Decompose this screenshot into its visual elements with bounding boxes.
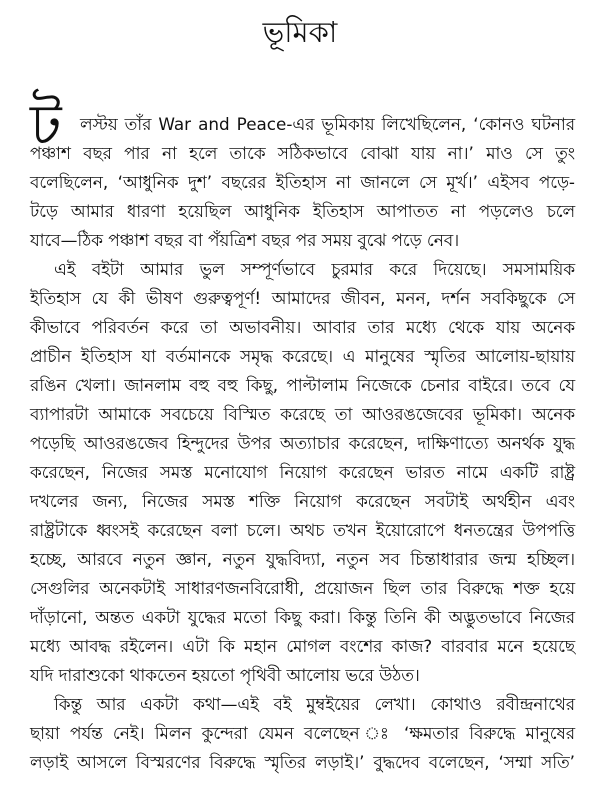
drop-cap: ট: [30, 91, 62, 159]
text-line: রঙিন খেলা। জানলাম বহু বহু কিছু, পাল্টালাম নিজেকে চেনার বাইরে। তবে যে: [30, 375, 575, 395]
paragraph-3: [30, 690, 575, 777]
text-line: সেগুলির অনেকটাই সাধারণজনবিরোধী, প্রয়োজন ছিল তার বিরুদ্ধে শক্ত হয়ে: [30, 578, 575, 598]
text-line: কীভাবে পরিবর্তন করে তা অভাবনীয়। আবার তার মধ্যে থেকে যায় অনেক: [30, 317, 575, 337]
text-line: রাষ্ট্রটাকে ধ্বংসই করেছেন বলা চলে। অথচ তখন ইয়োরোপে ধনতন্ত্রের উপপত্তি: [30, 520, 575, 540]
text-line: কিন্তু আর একটা কথা—এই বই মুম্বইয়ের লেখা। কোথাও রবীন্দ্রনাথের: [54, 694, 575, 714]
text-line: ছায়া পর্যন্ত নেই। মিলন কুন্দেরা যেমন বলেছেন ঃ ‘ক্ষমতার বিরুদ্ধে মানুষের: [30, 723, 575, 743]
body-text: [30, 91, 575, 777]
text-line: পড়েছি আওরঙজেব হিন্দুদের উপর অত্যাচার করেছেন, দাক্ষিণাত্যে অনর্থক যুদ্ধ: [30, 433, 575, 453]
paragraph-1: [30, 91, 575, 255]
text-line: এই বইটা আমার ভুল সম্পূর্ণভাবে চুরমার করে দিয়েছে। সমসাময়িক: [54, 259, 575, 279]
line-text: লস্টয় তাঁর War and Peace-এর ভূমিকায় লিখেছিলেন, ‘কোনও ঘটনার: [80, 114, 575, 134]
text-line: মধ্যে আবদ্ধ রইলেন। এটা কি মহান মোগল বংশের কাজ? বারবার মনে হয়েছে: [30, 636, 575, 656]
text-line: যদি দারাশুকো থাকতেন হয়তো পৃথিবী আলোয় ভরে উঠত।: [30, 665, 420, 685]
page-title: ভূমিকা: [262, 15, 338, 49]
text-line: দখলের জন্য, নিজের সমস্ত শক্তি নিয়োগ করেছেন সবটাই অর্থহীন এবং: [30, 491, 575, 511]
text-line: বলেছিলেন, ‘আধুনিক দুশ’ বছরের ইতিহাস না জানলে সে মূর্খ।’ এইসব পড়ে-: [30, 172, 575, 192]
text-line: দাঁড়ানো, অন্তত একটা যুদ্ধের মতো কিছু করা। কিন্তু তিনি কী অদ্ভুতভাবে নিজের: [30, 607, 575, 627]
text-line: টড়ে আমার ধারণা হয়েছিল আধুনিক ইতিহাস আপাতত না পড়লেও চলে: [30, 201, 575, 221]
text-line: ব্যাপারটা আমাকে সবচেয়ে বিস্মিত করেছে তা আওরঙজেবের ভূমিকা। অনেক: [30, 404, 575, 424]
paragraph-2: [30, 255, 575, 690]
text-line: ইতিহাস যে কী ভীষণ গুরুত্বপূর্ণ! আমাদের জীবন, মনন, দর্শন সবকিছুকে সে: [30, 288, 575, 308]
text-line: লড়াই আসলে বিস্মরণের বিরুদ্ধে স্মৃতির লড়াই।’ বুদ্ধদেব বলেছেন, ‘সম্মা সতি’: [30, 752, 575, 772]
text-line: পঞ্চাশ বছর পার না হলে তাকে সঠিকভাবে বোঝা যায় না।’ মাও সে তুং: [30, 143, 575, 163]
text-line: করেছেন, নিজের সমস্ত মনোযোগ নিয়োগ করেছেন ভারত নামে একটি রাষ্ট্র: [30, 462, 575, 482]
text-line: প্রাচীন ইতিহাস যা বর্তমানকে সমৃদ্ধ করেছে। এ মানুষের স্মৃতির আলোয়-ছায়ায়: [30, 346, 575, 366]
text-line: যাবে—ঠিক পঞ্চাশ বছর বা পঁয়ত্রিশ বছর পর সময় বুঝে পড়ে নেব।: [30, 230, 460, 250]
text-line: হচ্ছে, আরবে নতুন জ্ঞান, নতুন যুদ্ধবিদ্যা, নতুন সব চিন্তাধারার জন্ম হচ্ছিল।: [30, 549, 575, 569]
